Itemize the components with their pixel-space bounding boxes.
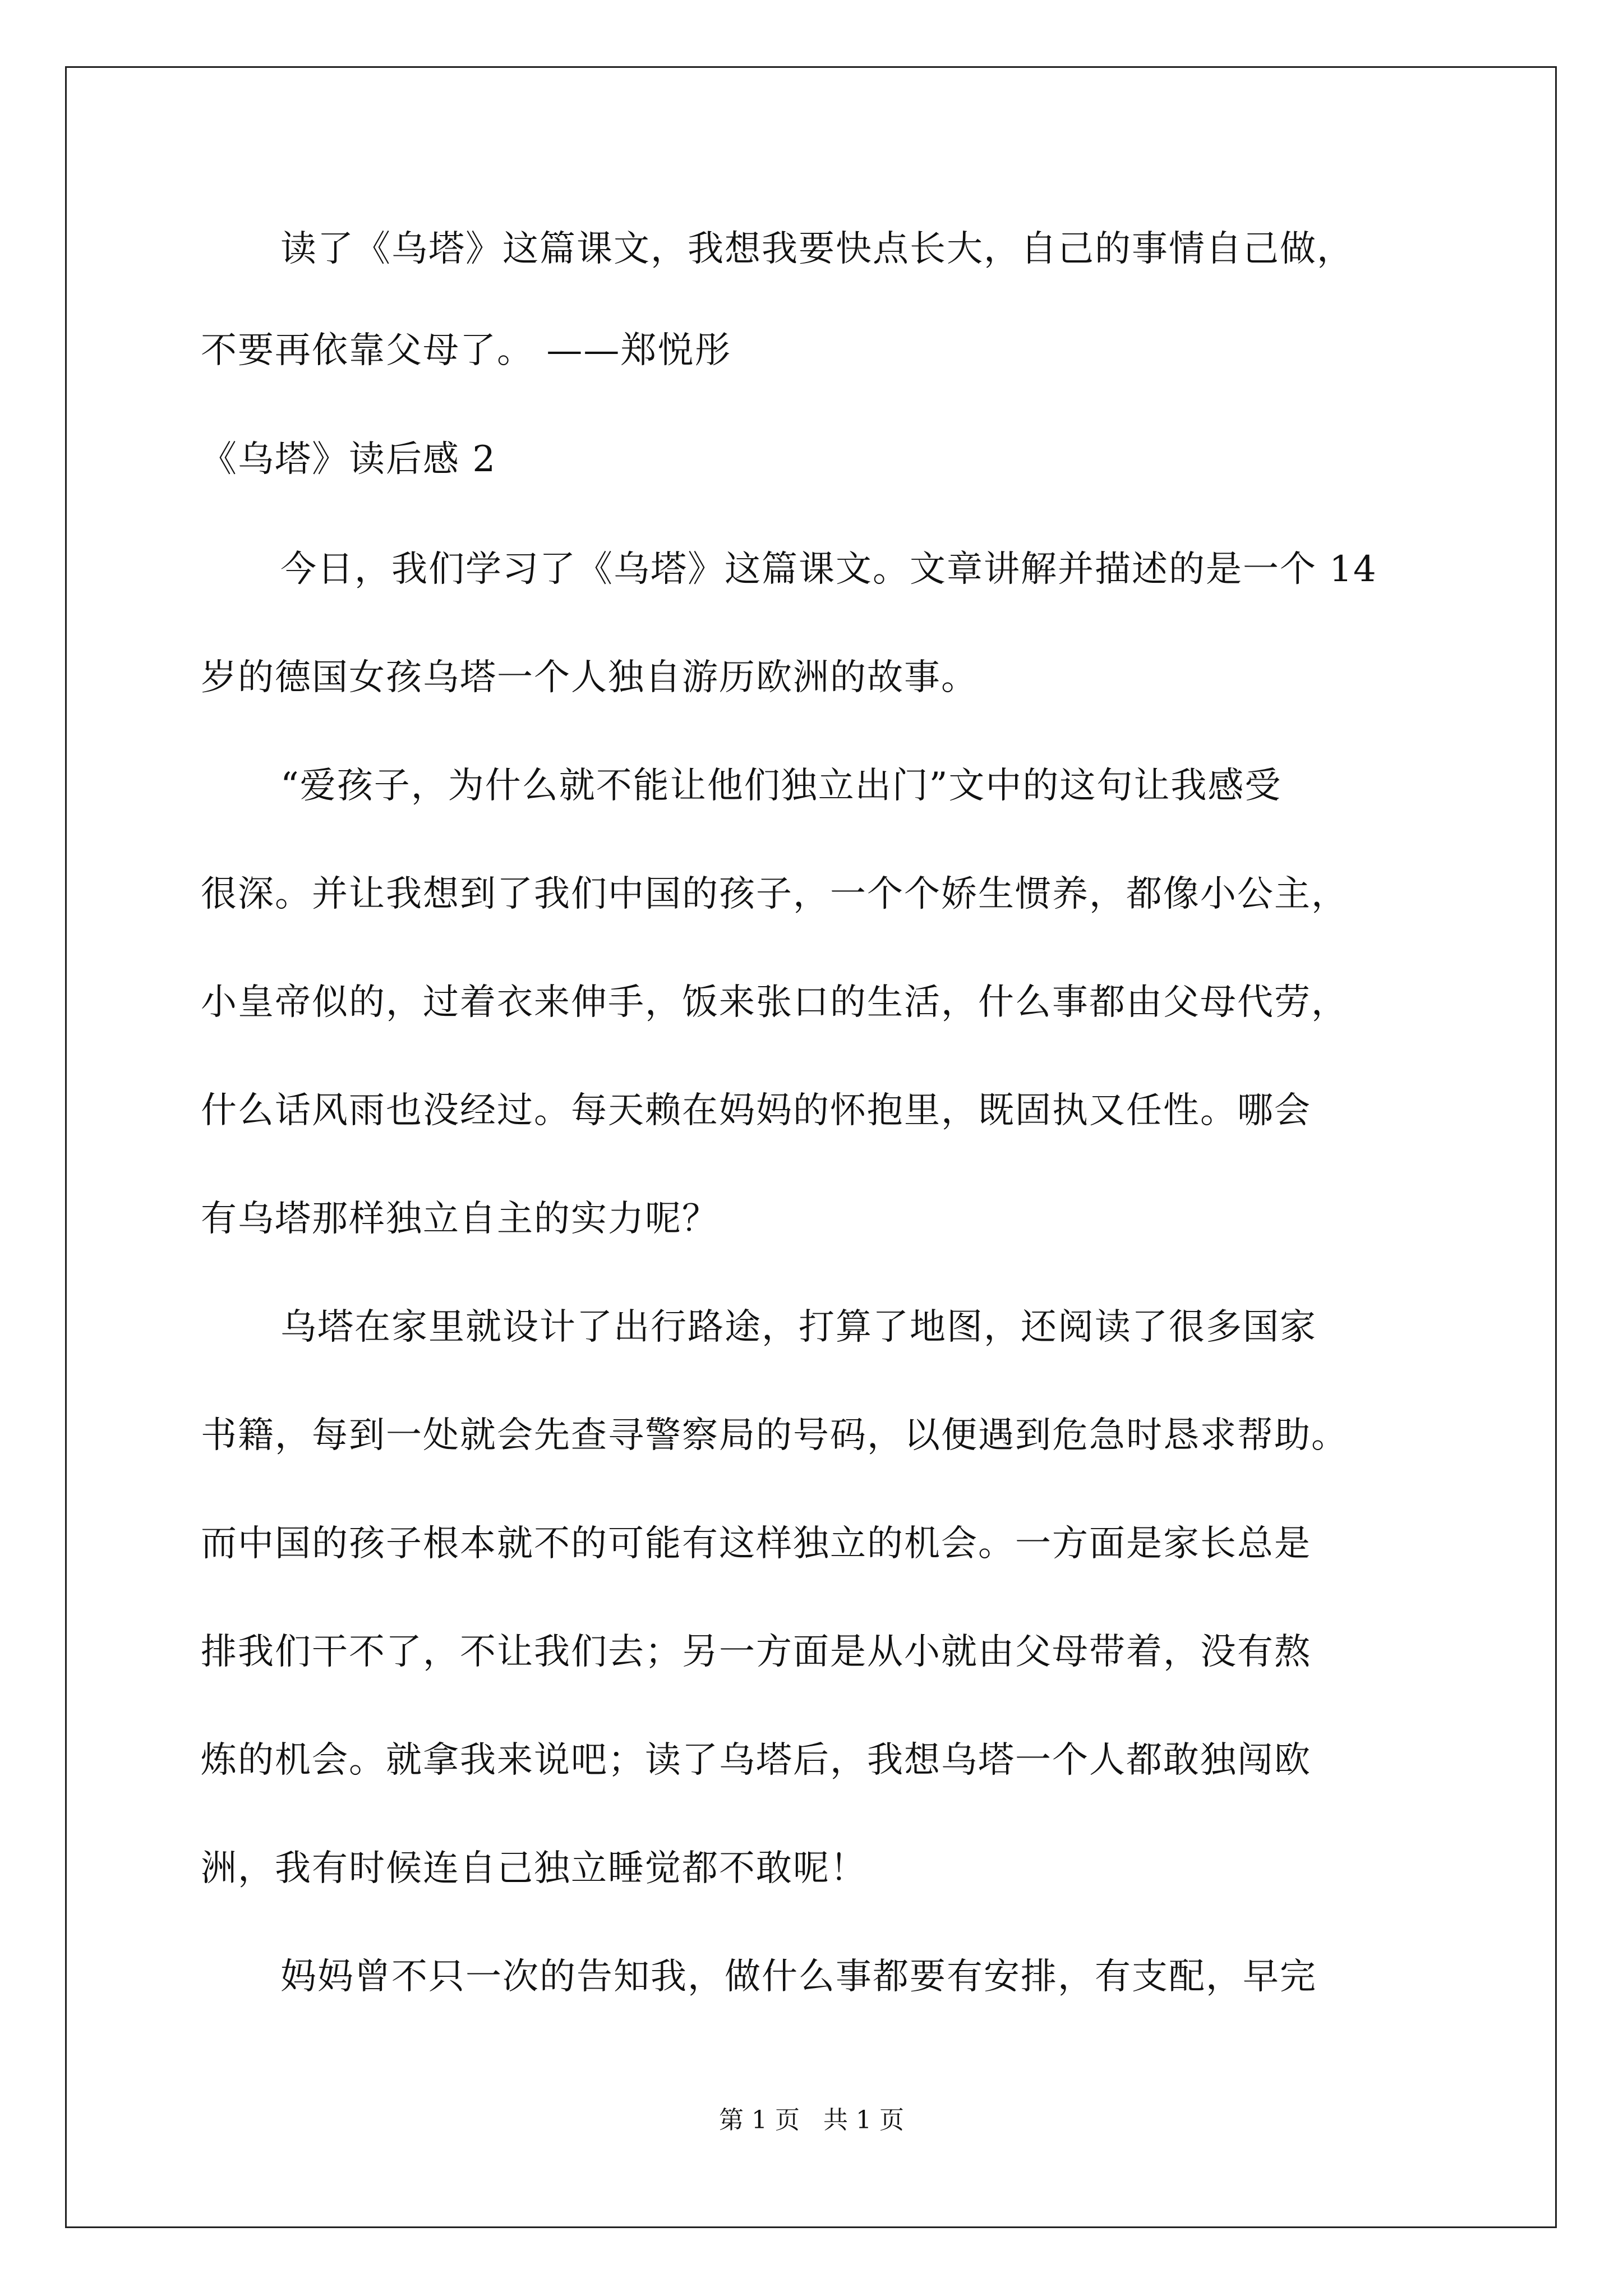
- paragraph-line: 洲，我有时候连自己独立睡觉都不敢呢！: [201, 1848, 867, 1889]
- paragraph-line: 有乌塔那样独立自主的实力呢？: [201, 1198, 719, 1240]
- paragraph-line: 岁的德国女孩乌塔一个人独自游历欧洲的故事。: [201, 657, 978, 698]
- paragraph-line: 排我们干不了，不让我们去；另一方面是从小就由父母带着，没有熬: [201, 1631, 1311, 1673]
- paragraph-line: 书籍，每到一处就会先查寻警察局的号码，以便遇到危急时恳求帮助。: [201, 1415, 1348, 1456]
- paragraph-line: 而中国的孩子根本就不的可能有这样独立的机会。一方面是家长总是: [201, 1523, 1311, 1565]
- page-number: 第 1 页 共 1 页: [719, 2106, 904, 2134]
- page-border: [65, 66, 1557, 2228]
- paragraph-line: 乌塔在家里就设计了出行路途，打算了地图，还阅读了很多国家: [280, 1306, 1317, 1348]
- paragraph-line: 妈妈曾不只一次的告知我，做什么事都要有安排，有支配，早完: [280, 1956, 1317, 1998]
- paragraph-line: 今日，我们学习了《乌塔》这篇课文。文章讲解并描述的是一个 14: [280, 549, 1377, 590]
- paragraph-line: “爱孩子，为什么就不能让他们独立出门”文中的这句让我感受: [280, 765, 1282, 807]
- paragraph-line: 小皇帝似的，过着衣来伸手，饭来张口的生活，什么事都由父母代劳，: [201, 982, 1348, 1023]
- paragraph-line: 炼的机会。就拿我来说吧；读了乌塔后，我想乌塔一个人都敢独闯欧: [201, 1740, 1311, 1781]
- paragraph-line: 什么话风雨也没经过。每天赖在妈妈的怀抱里，既固执又任性。哪会: [201, 1090, 1311, 1131]
- paragraph-line: 很深。并让我想到了我们中国的孩子，一个个娇生惯养，都像小公主，: [201, 873, 1348, 915]
- paragraph-line: 不要再依靠父母了。 ——郑悦彤: [201, 330, 732, 371]
- paragraph-line: 读了《乌塔》这篇课文，我想我要快点长大，自己的事情自己做，: [280, 228, 1354, 270]
- section-heading: 《乌塔》读后感 2: [201, 439, 497, 480]
